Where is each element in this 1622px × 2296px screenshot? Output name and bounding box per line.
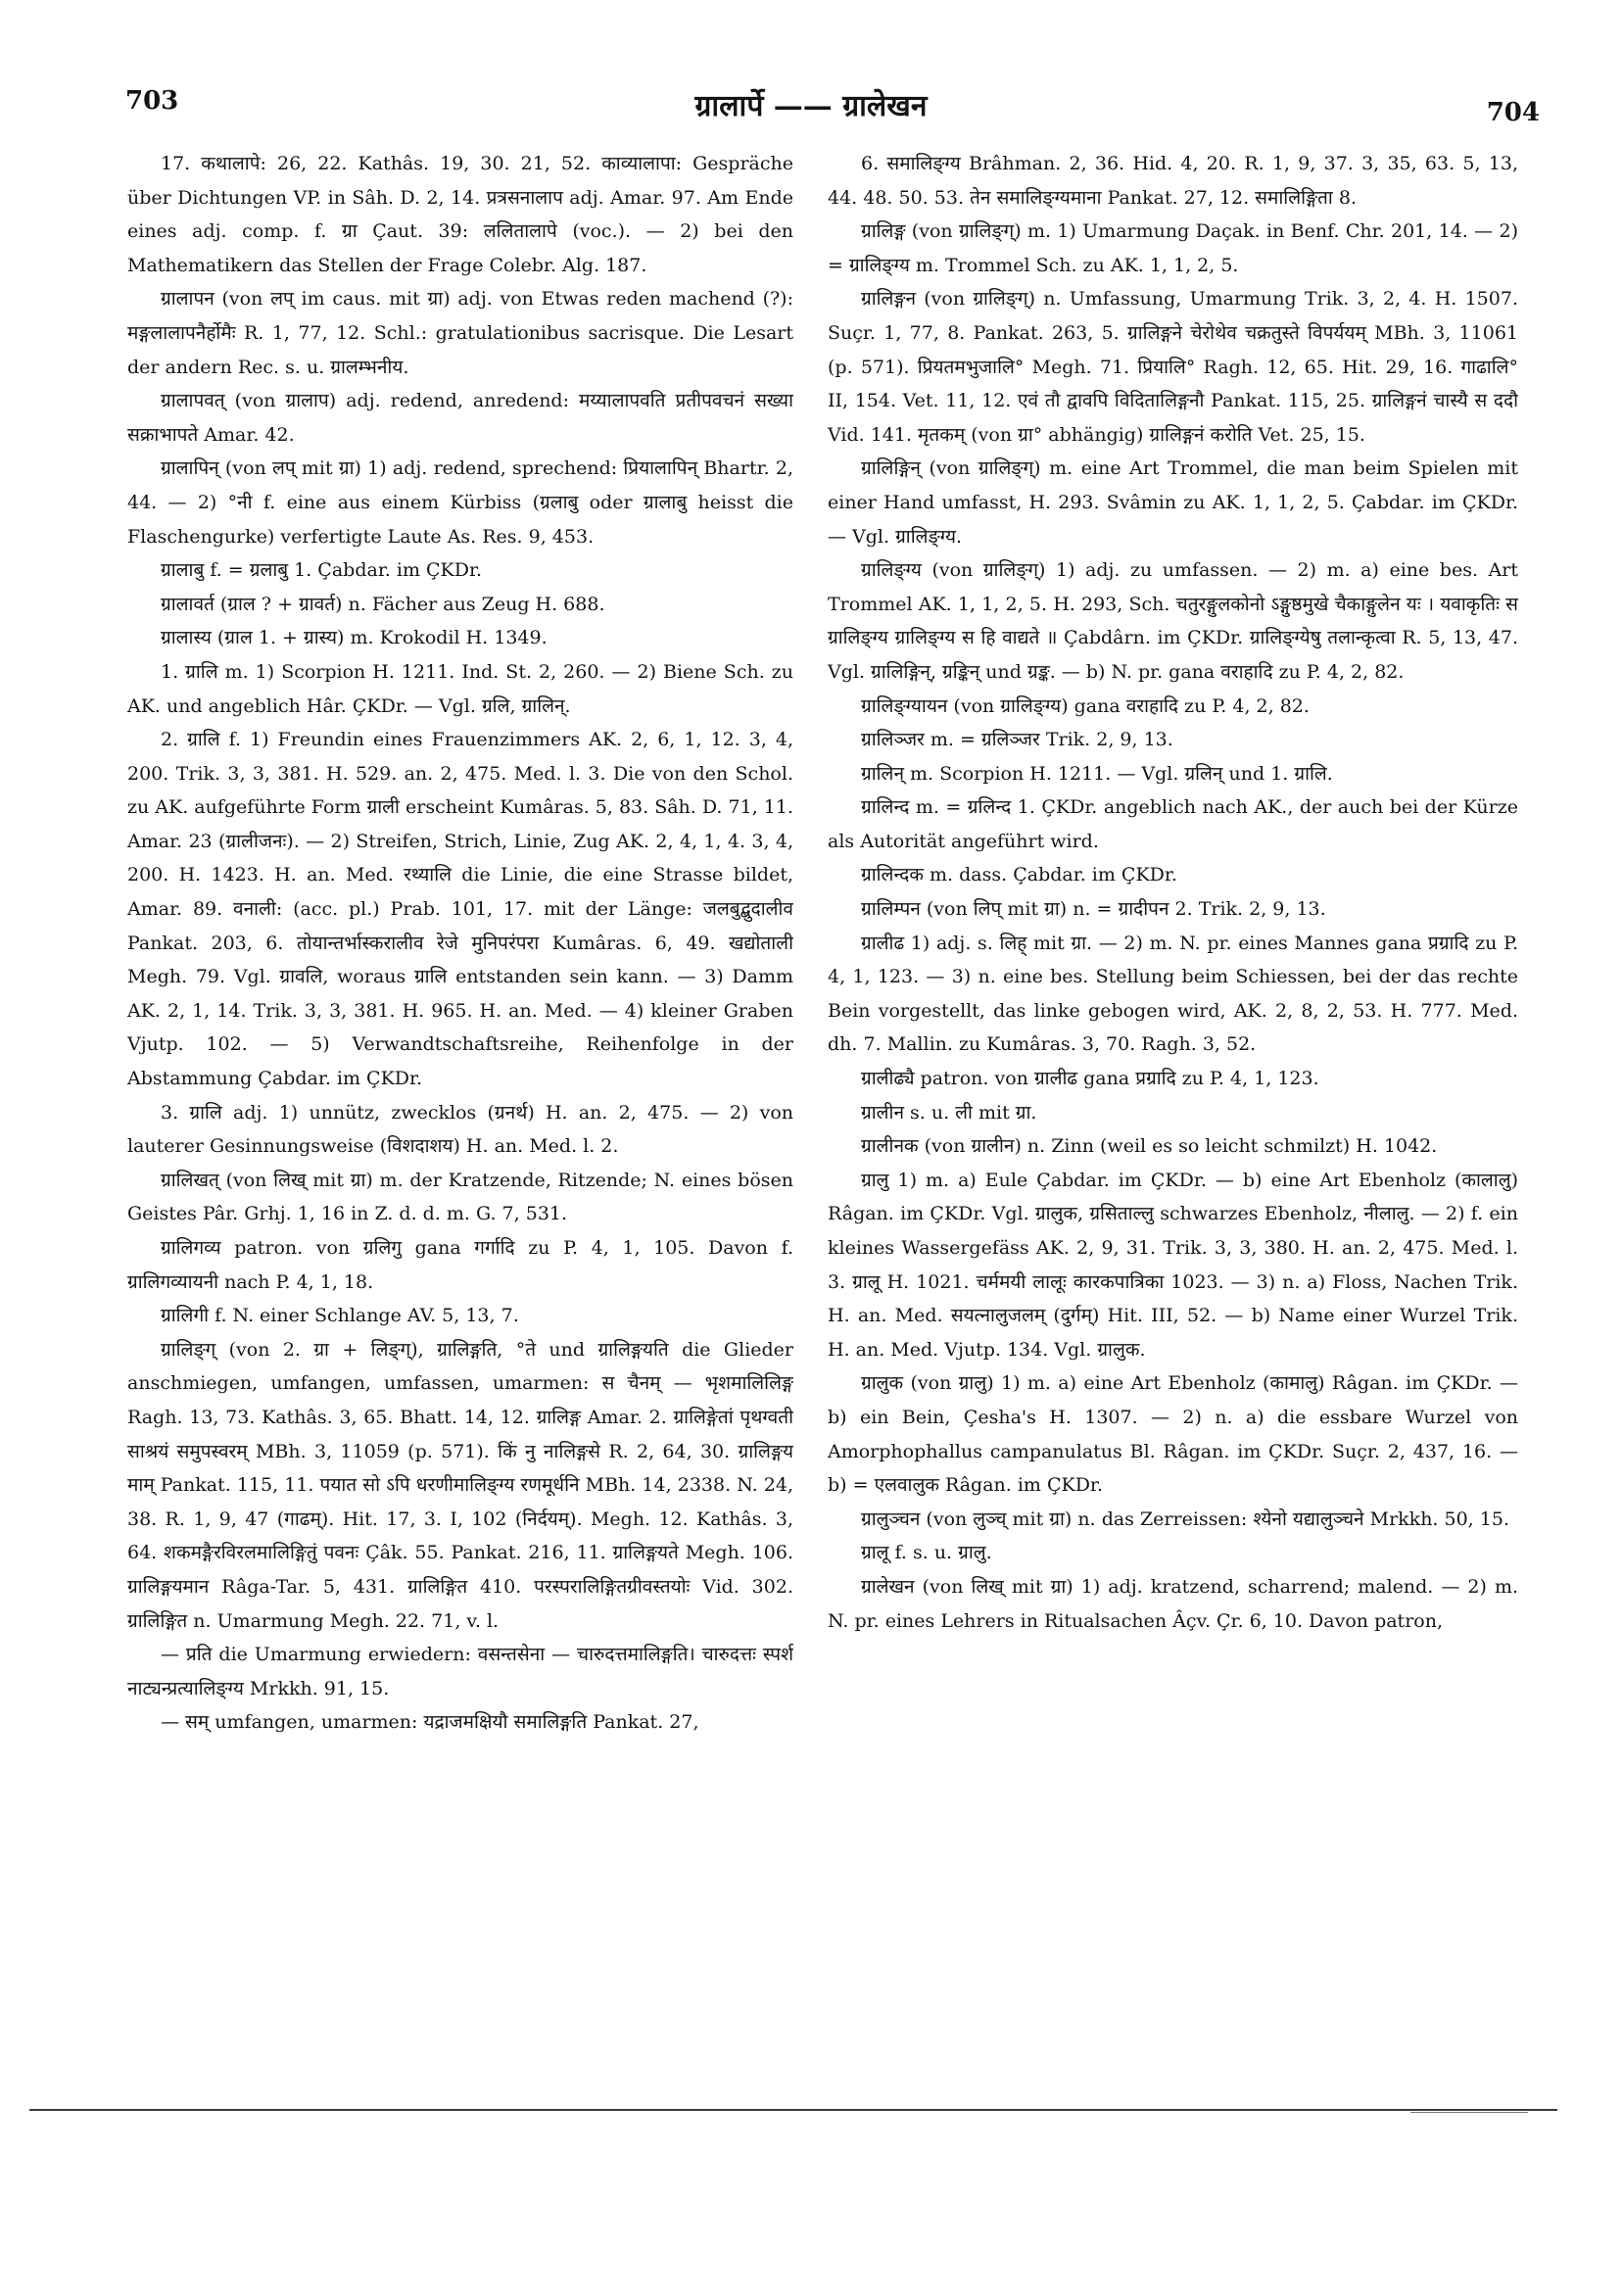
entry: ग्रालिगी f. N. einer Schlange AV. 5, 13, 7. bbox=[161, 1305, 519, 1327]
footer-rule-fragment bbox=[1410, 2112, 1528, 2113]
entry: ग्रालिखत् (von लिख् mit ग्रा) m. der Kratzende, Ritzende; N. eines bösen Geistes Pâr. Grhj. 1, 16 in Z. d. d. m. G. 7, 531. bbox=[127, 1169, 793, 1225]
entry: ग्रालीढ 1) adj. s. लिह् mit ग्रा. — 2) m. N. pr. eines Mannes gana प्रग्रादि zu P. 4, 1, 123. — 3) n. eine bes. Stellung beim Schiessen, bei der das rechte Bein vorgestellt, das linke gebogen wird, AK. 2, 8, 2, 53. H. 777. Med. dh. 7. Mallin. zu Kumâras. 3, 70. Ragh. 3, 52. bbox=[828, 932, 1518, 1056]
entry: ग्रालापवत् (von ग्रालाप) adj. redend, anredend: मय्यालापवति प्रतीपवचनं सख्या सक्राभापते Amar. 42. bbox=[127, 390, 793, 446]
entry: 6. समालिङ्ग्य Brâhman. 2, 36. Hid. 4, 20. R. 1, 9, 37. 3, 35, 63. 5, 13, 44. 48. 50. 53. तेन समालिङ्ग्यमाना Pankat. 27, 12. समालिङ्गिता 8. bbox=[828, 153, 1518, 209]
footer-rule bbox=[29, 2109, 1557, 2111]
page-number-right: 704 bbox=[1486, 98, 1540, 127]
entry: ग्रालेखन (von लिख् mit ग्रा) 1) adj. kratzend, scharrend; malend. — 2) m. N. pr. eines Lehrers in Ritualsachen Âçv. Çr. 6, 10. Davon patron, bbox=[828, 1575, 1518, 1632]
entry: ग्रालु 1) m. a) Eule Çabdar. im ÇKDr. — b) eine Art Ebenholz (कालालु) Râgan. im ÇKDr. Vgl. ग्रालुक, ग्रसिताल्लु schwarzes Ebenholz, नीलालु. — 2) f. ein kleines Wassergefäss AK. 2, 9, 31. Trik. 3, 3, 380. H. an. 2, 475. Med. l. 3. ग्रालू H. 1021. चर्ममयी लालूः कारकपात्रिका 1023. — 3) n. a) Floss, Nachen Trik. H. an. Med. सयत्नालुजलम् (दुर्गम्) Hit. III, 52. — b) Name einer Wurzel Trik. H. an. Med. Vjutp. 134. Vgl. ग्रालुक. bbox=[828, 1169, 1518, 1361]
entry: 17. कथालापे: 26, 22. Kathâs. 19, 30. 21, 52. काव्यालापा: Gespräche über Dichtungen VP. in Sâh. D. 2, 14. प्रत्रसनालाप adj. Amar. 97. Am Ende eines adj. comp. f. ग्रा Çaut. 39: ललितालापे (voc.). — 2) bei den Mathematikern das Stellen der Frage Colebr. Alg. 187. bbox=[127, 153, 793, 276]
entry: 3. ग्रालि adj. 1) unnütz, zwecklos (ग्रनर्थ) H. an. 2, 475. — 2) von lauterer Gesinnungsweise (विशदाशय) H. an. Med. l. 2. bbox=[127, 1101, 793, 1158]
entry: ग्रालिङ्गिन् (von ग्रालिङ्ग्) m. eine Art Trommel, die man beim Spielen mit einer Hand umfasst, H. 293. Svâmin zu AK. 1, 1, 2, 5. Çabdar. im ÇKDr. — Vgl. ग्रालिङ्ग्य. bbox=[828, 457, 1518, 548]
entry: — सम् umfangen, umarmen: यद्राजमक्षियौ समालिङ्गति Pankat. 27, bbox=[161, 1711, 699, 1734]
entry: ग्रालिङ्गन (von ग्रालिङ्ग्) n. Umfassung, Umarmung Trik. 3, 2, 4. H. 1507. Suçr. 1, 77, 8. Pankat. 263, 5. ग्रालिङ्गने चेरोथेव चक्रतुस्ते विपर्ययम् MBh. 3, 11061 (p. 571). प्रियतमभुजालि° Megh. 71. प्रियालि° Ragh. 12, 65. Hit. 29, 16. गाढालि° II, 154. Vet. 11, 12. एवं तौ द्वावपि विदितालिङ्गनौ Pankat. 115, 25. ग्रालिङ्गनं चास्यै स ददौ Vid. 141. मृतकम् (von ग्रा° abhängig) ग्रालिङ्गनं करोति Vet. 25, 15. bbox=[828, 288, 1518, 446]
entry: ग्रालिङ्ग् (von 2. ग्रा + लिङ्ग्), ग्रालिङ्गति, °ते und ग्रालिङ्गयति die Glieder anschmiegen, umfangen, umfassen, umarmen: स चैनम् — भृशमालिलिङ्ग Ragh. 13, 73. Kathâs. 3, 65. Bhatt. 14, 12. ग्रालिङ्ग Amar. 2. ग्रालिङ्गेतां पृथग्वती साश्रयं समुपस्वरम् MBh. 3, 11059 (p. 571). किं नु नालिङ्गसे R. 2, 64, 30. ग्रालिङ्गय माम् Pankat. 115, 11. पयात सो ऽपि धरणीमालिङ्ग्य रणमूर्धनि MBh. 14, 2338. N. 24, 38. R. 1, 9, 47 (गाढम्). Hit. 17, 3. I, 102 (निर्दयम्). Megh. 12. Kathâs. 3, 64. शकमङ्गैरविरलमालिङ्गितुं पवनः Çâk. 55. Pankat. 216, 11. ग्रालिङ्गयते Megh. 106. ग्रालिङ्गयमान Râga-Tar. 5, 431. ग्रालिङ्गित 410. परस्परालिङ्गितग्रीवस्तयोः Vid. 302. ग्रालिङ्गित n. Umarmung Megh. 22. 71, v. l. bbox=[127, 1338, 793, 1632]
entry: 2. ग्रालि f. 1) Freundin eines Frauenzimmers AK. 2, 6, 1, 12. 3, 4, 200. Trik. 3, 3, 381. H. 529. an. 2, 475. Med. l. 3. Die von den Schol. zu AK. aufgeführte Form ग्राली erscheint Kumâras. 5, 83. Sâh. D. 71, 11. Amar. 23 (ग्रालीजनः). — 2) Streifen, Strich, Linie, Zug AK. 2, 4, 1, 4. 3, 4, 200. H. 1423. H. an. Med. रथ्यालि die Linie, die eine Strasse bildet, Amar. 89. वनाली: (acc. pl.) Prab. 101, 17. mit der Länge: जलबुद्बुदालीव Pankat. 203, 6. तोयान्तर्भास्करालीव रेजे मुनिपरंपरा Kumâras. 6, 49. खद्योताली Megh. 79. Vgl. ग्रावलि, woraus ग्रालि entstanden sein kann. — 3) Damm AK. 2, 1, 14. Trik. 3, 3, 381. H. 965. H. an. Med. — 4) kleiner Graben Vjutp. 102. — 5) Verwandtschaftsreihe, Reihenfolge in der Abstammung Çabdar. im ÇKDr. bbox=[127, 729, 793, 1090]
entry: ग्रालाबु f. = ग्रलाबु 1. Çabdar. im ÇKDr. bbox=[161, 559, 483, 582]
right-column bbox=[828, 147, 1518, 2057]
entry: ग्रालिन्दक m. dass. Çabdar. im ÇKDr. bbox=[861, 864, 1177, 886]
entry: ग्रालावर्त (ग्राल ? + ग्रावर्त) n. Fächer aus Zeug H. 688. bbox=[161, 593, 605, 615]
entry: ग्रालिन्द m. = ग्रलिन्द 1. ÇKDr. angeblich nach AK., der auch bei der Kürze als Autorität angeführt wird. bbox=[828, 796, 1518, 852]
entry: ग्रालिञ्जर m. = ग्रलिञ्जर Trik. 2, 9, 13. bbox=[861, 729, 1173, 751]
entry: ग्रालापिन् (von लप् mit ग्रा) 1) adj. redend, sprechend: प्रियालापिन् Bhartr. 2, 44. — 2) °नी f. eine aus einem Kürbiss (ग्रलाबु oder ग्रालाबु heisst die Flaschengurke) verfertigte Laute As. Res. 9, 453. bbox=[127, 457, 793, 548]
entry: ग्रालिन् m. Scorpion H. 1211. — Vgl. ग्रलिन् und 1. ग्रालि. bbox=[861, 762, 1333, 785]
entry: — प्रति die Umarmung erwiedern: वसन्तसेना — चारुदत्तमालिङ्गति। चारुदत्तः स्पर्श नाट्यन्प्रत्यालिङ्ग्य Mrkkh. 91, 15. bbox=[127, 1644, 793, 1699]
entry: ग्रालिङ्ग्यायन (von ग्रालिङ्ग्य) gana वराहादि zu P. 4, 2, 82. bbox=[861, 694, 1310, 717]
entry: ग्रालिम्पन (von लिप् mit ग्रा) n. = ग्रादीपन 2. Trik. 2, 9, 13. bbox=[861, 898, 1326, 921]
entry: ग्रालीन s. u. ली mit ग्रा. bbox=[861, 1101, 1037, 1124]
entry: ग्रालापन (von लप् im caus. mit ग्रा) adj. von Etwas reden machend (?): मङ्गलालापनैर्होमैः R. 1, 77, 12. Schl.: gratulationibus sacrisque. Die Lesart der andern Rec. s. u. ग्रालम्भनीय. bbox=[127, 288, 793, 378]
left-column bbox=[127, 147, 793, 2057]
entry: ग्रालू f. s. u. ग्रालु. bbox=[861, 1542, 992, 1564]
page-number-left: 703 bbox=[125, 86, 179, 116]
page-title: ग्रालार्पे —— ग्रालेखन bbox=[694, 89, 928, 123]
entry: ग्रालीनक (von ग्रालीन) n. Zinn (weil es so leicht schmilzt) H. 1042. bbox=[861, 1135, 1438, 1158]
entry: ग्रालास्य (ग्राल 1. + ग्रास्य) m. Krokodil H. 1349. bbox=[161, 627, 548, 649]
entry: ग्रालिगव्य patron. von ग्रलिगु gana गर्गादि zu P. 4, 1, 105. Davon f. ग्रालिगव्यायनी nach P. 4, 1, 18. bbox=[127, 1237, 793, 1293]
entry: ग्रालीढ्यै patron. von ग्रालीढ gana प्रग्रादि zu P. 4, 1, 123. bbox=[861, 1068, 1319, 1090]
entry: ग्रालिङ्ग्य (von ग्रालिङ्ग्) 1) adj. zu umfassen. — 2) m. a) eine bes. Art Trommel AK. 1, 1, 2, 5. H. 293, Sch. चतुरङ्गुलकोनो ऽङ्गुष्ठमुखे चैकाङ्गुलेन यः । यवाकृतिः स ग्रालिङ्ग्य ग्रालिङ्ग्य स हि वाद्यते ॥ Çabdârn. im ÇKDr. ग्रालिङ्ग्येषु तलान्कृत्वा R. 5, 13, 47. Vgl. ग्रालिङ्गिन्, ग्रङ्किन् und ग्रङ्क. — b) N. pr. gana वराहादि zu P. 4, 2, 82. bbox=[828, 559, 1518, 683]
entry: ग्रालिङ्ग (von ग्रालिङ्ग्) m. 1) Umarmung Daçak. in Benf. Chr. 201, 14. — 2) = ग्रालिङ्ग्य m. Trommel Sch. zu AK. 1, 1, 2, 5. bbox=[828, 220, 1518, 276]
entry: 1. ग्रालि m. 1) Scorpion H. 1211. Ind. St. 2, 260. — 2) Biene Sch. zu AK. und angeblich Hâr. ÇKDr. — Vgl. ग्रलि, ग्रालिन्. bbox=[127, 660, 793, 717]
entry: ग्रालुक (von ग्रालु) 1) m. a) eine Art Ebenholz (कामालु) Râgan. im ÇKDr. — b) ein Bein, Çesha's H. 1307. — 2) n. a) die essbare Wurzel von Amorphophallus campanulatus Bl. Râgan. im ÇKDr. Suçr. 2, 437, 16. — b) = एलवालुक Râgan. im ÇKDr. bbox=[828, 1372, 1518, 1497]
entry: ग्रालुञ्चन (von लुञ्च् mit ग्रा) n. das Zerreissen: श्येनो यद्यालुञ्चने Mrkkh. 50, 15. bbox=[861, 1507, 1509, 1530]
